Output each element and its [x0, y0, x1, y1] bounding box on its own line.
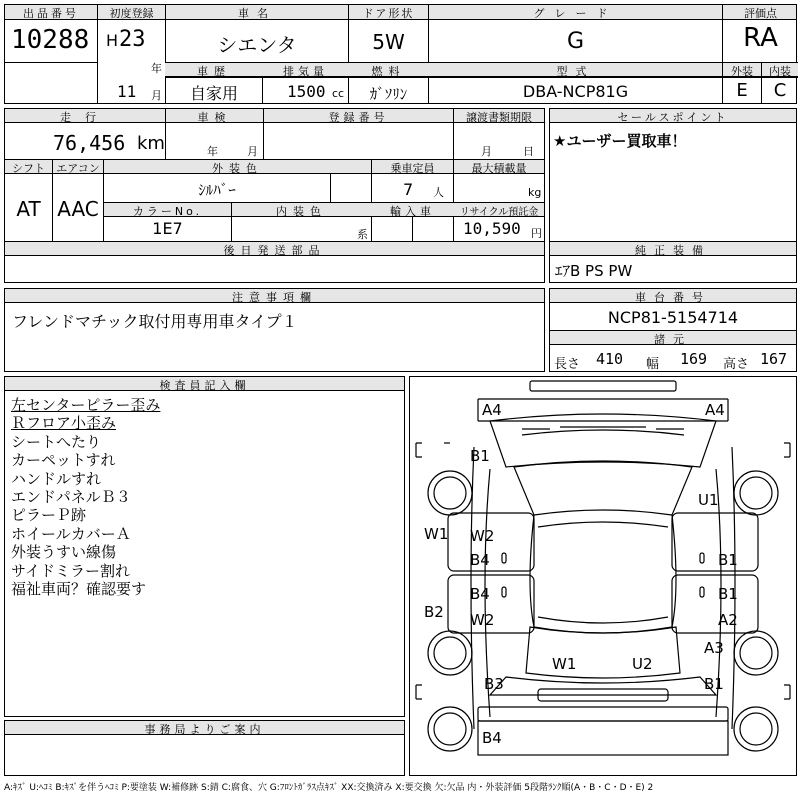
note-line-9: 外装うすい線傷 — [11, 543, 117, 562]
note-line-4: カーペットすれ — [11, 451, 116, 470]
inspection-month-unit: 月 — [247, 145, 258, 158]
recycle-deposit: 10,590 — [463, 219, 521, 238]
notes-text: フレンドマチック取付用専用車タイプ１ — [12, 312, 298, 331]
exterior-label: 外装 — [731, 65, 753, 78]
year-unit: 年 — [151, 62, 162, 75]
mark-b4-lower: B4 — [470, 585, 490, 603]
mark-u1-right: U1 — [698, 491, 719, 509]
shift-label: シフト — [12, 162, 45, 175]
note-line-10: サイドミラー割れ — [11, 561, 130, 580]
door-shape-label: ドア形状 — [362, 7, 415, 20]
later-parts-label: 後日発送部品 — [223, 244, 326, 257]
exterior-color-label: 外装色 — [212, 162, 263, 175]
mark-w2-upper: W2 — [470, 527, 495, 545]
max-load-label: 最大積載量 — [471, 162, 527, 175]
first-registration-label: 初度登録 — [109, 7, 154, 20]
length-value: 410 — [596, 350, 624, 368]
capacity-unit: 人 — [433, 186, 444, 199]
genuine-equipment-section — [549, 241, 797, 283]
history-label: 車歴 — [197, 65, 231, 78]
mark-b2-left: B2 — [424, 603, 444, 621]
recycle-deposit-label: リサイクル預託金 — [459, 207, 539, 218]
grade-label: グレード — [533, 7, 618, 20]
height-value: 167 — [760, 350, 788, 368]
shift-type: AT — [16, 197, 41, 221]
model-label: 型式 — [556, 65, 595, 78]
car-outline-diagram — [410, 377, 796, 775]
note-line-5: ハンドルすれ — [11, 469, 102, 488]
registration-number-label: 登録番号 — [328, 111, 389, 124]
sales-point-label: セールスポイント — [617, 111, 729, 124]
interior-color-label: 内装色 — [276, 205, 327, 218]
damage-diagram — [409, 376, 797, 776]
chassis-section — [549, 288, 797, 372]
note-line-6: エンドパネルＢ３ — [11, 488, 131, 507]
mark-u2-rear: U2 — [632, 655, 653, 673]
mark-b4-upper: B4 — [470, 551, 490, 569]
mark-a4-left: A4 — [482, 401, 502, 419]
lot-number-label: 出品番号 — [23, 7, 79, 20]
inspector-notes-list — [11, 396, 160, 598]
exterior-color: ｼﾙﾊﾞｰ — [198, 181, 236, 199]
recycle-unit: 円 — [531, 227, 542, 240]
transfer-month-unit: 月 — [481, 145, 492, 158]
aircon-label: エアコン — [56, 162, 100, 175]
note-line-2: Ｒフロア小歪み — [11, 414, 117, 433]
interior-label: 内装 — [769, 65, 791, 78]
notes-label: 注意事項欄 — [232, 291, 317, 304]
interior-color-unit: 系 — [357, 228, 368, 241]
door-shape: 5W — [372, 30, 405, 54]
mark-b1-rear-right: B1 — [704, 675, 724, 693]
notes-section — [4, 288, 545, 372]
legend-footer: A:ｷｽﾞ U:ﾍｺﾐ B:ｷｽﾞを伴うﾍｺﾐ P:要塗装 W:補修跡 S:錆 C:腐食、穴 G:ﾌﾛﾝﾄｶﾞﾗｽ点ｷｽﾞ XX:交換済み X:要交換 欠:欠品 内・外装評価 5段階ﾗﾝｸ順(A・B・C・D・E) 2 — [4, 783, 654, 793]
mark-w2-lower: W2 — [470, 611, 495, 629]
genuine-equipment-text: ｴｱB PS PW — [555, 262, 633, 280]
vehicle-info-section — [4, 108, 545, 283]
score-label: 評価点 — [744, 7, 777, 20]
sales-point-section — [549, 108, 797, 242]
mileage-label: 走行 — [60, 111, 110, 124]
mileage: 76,456 — [53, 131, 126, 155]
office-notice-label: 事務局よりご案内 — [144, 723, 265, 736]
grade: G — [566, 29, 585, 54]
genuine-equipment-label: 純正装備 — [635, 244, 711, 257]
fuel: ｶﾞｿﾘﾝ — [369, 85, 408, 103]
aircon-type: AAC — [57, 197, 99, 221]
registration-year: 23 — [119, 27, 146, 52]
color-number: 1E7 — [152, 219, 183, 238]
length-label: 長さ — [554, 357, 581, 372]
mark-a3-right: A3 — [704, 639, 724, 657]
specs-label: 諸元 — [654, 333, 692, 346]
mark-b1-right-door-upper: B1 — [718, 551, 738, 569]
car-name-label: 車名 — [238, 7, 276, 20]
header-section — [4, 4, 797, 104]
registration-month: 11 — [117, 82, 137, 101]
displacement: 1500 — [287, 82, 326, 101]
note-line-8: ホイールカバーＡ — [11, 524, 131, 543]
mark-w1-rear: W1 — [552, 655, 577, 673]
import-label: 輸入車 — [390, 205, 435, 218]
transfer-day-unit: 日 — [523, 145, 534, 158]
inspection-year-unit: 年 — [207, 145, 218, 158]
note-line-1: 左センターピラー歪み — [11, 396, 161, 414]
color-number-label: カラーNo. — [132, 205, 203, 218]
inspection-label: 車検 — [197, 111, 232, 124]
displacement-unit: cc — [332, 87, 345, 100]
note-line-3: シートへたり — [11, 432, 102, 451]
model-code: DBA-NCP81G — [522, 82, 629, 101]
note-line-11: 福祉車両？確認要す — [11, 580, 147, 599]
vehicle-history: 自家用 — [189, 84, 238, 103]
mark-b1-right-door-lower: B1 — [718, 585, 738, 603]
interior-grade: C — [773, 80, 787, 101]
note-line-7: ピラーＰ跡 — [11, 506, 87, 525]
chassis-number-label: 車台番号 — [635, 291, 711, 304]
exterior-grade: E — [736, 80, 748, 101]
capacity-label: 乗車定員 — [390, 162, 435, 175]
mark-b3-rear-left: B3 — [484, 675, 504, 693]
inspector-notes-label: 検査員記入欄 — [159, 379, 250, 392]
transfer-deadline-label: 譲渡書類期限 — [466, 111, 532, 124]
mark-a4-right: A4 — [705, 401, 725, 419]
lot-number: 10288 — [11, 25, 90, 55]
chassis-number: NCP81-5154714 — [607, 308, 739, 327]
mileage-unit: km — [137, 133, 165, 154]
max-load-unit: kg — [528, 186, 542, 199]
mark-a2-right: A2 — [718, 611, 738, 629]
mark-b4-bottom: B4 — [482, 729, 502, 747]
overall-score: RA — [743, 23, 778, 53]
car-name: シエンタ — [217, 33, 297, 57]
width-label: 幅 — [646, 357, 660, 372]
office-notice-section — [4, 720, 405, 776]
capacity: 7 — [403, 180, 414, 199]
width-value: 169 — [680, 350, 708, 368]
height-label: 高さ — [723, 357, 750, 372]
fuel-label: 燃料 — [371, 65, 406, 78]
displacement-label: 排気量 — [283, 65, 328, 78]
mark-w1-left-door: W1 — [424, 525, 449, 543]
month-unit: 月 — [151, 89, 162, 102]
sales-point-text: ★ユーザー買取車！ — [553, 132, 687, 150]
mark-b1-upper-left: B1 — [470, 447, 490, 465]
inspector-notes-section — [4, 376, 405, 717]
era-letter: H — [106, 31, 119, 50]
